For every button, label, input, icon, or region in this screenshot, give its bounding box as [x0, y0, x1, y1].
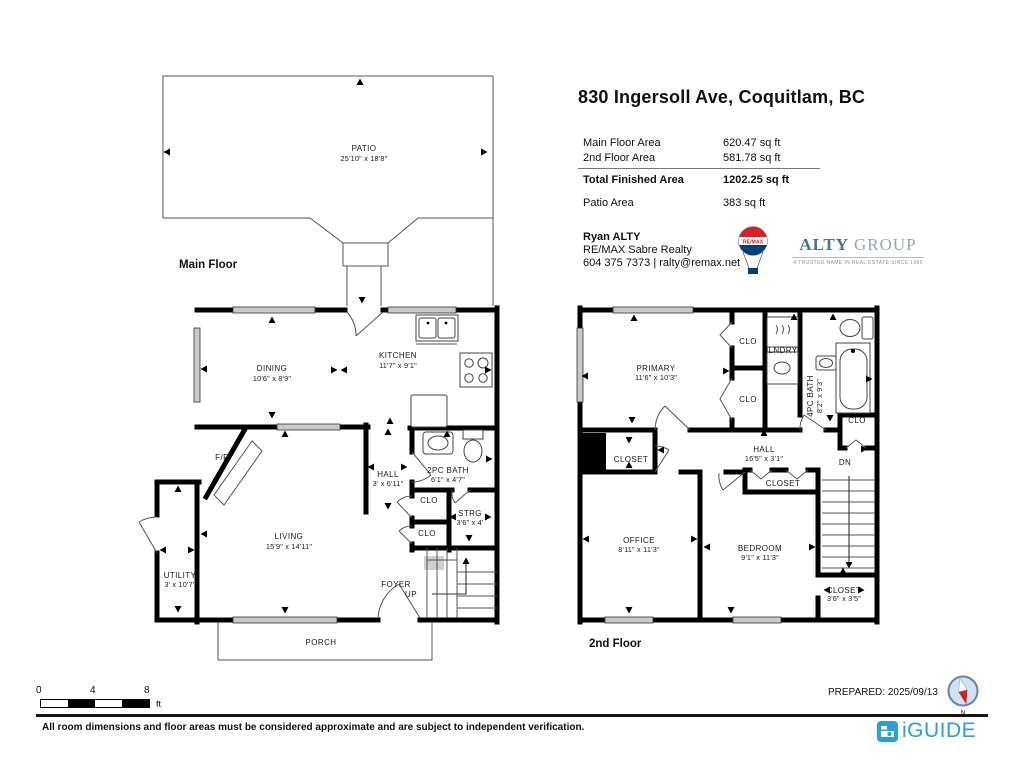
patio-area-row	[583, 197, 833, 209]
table-divider	[578, 168, 820, 169]
scale-unit: ft	[156, 699, 162, 709]
chimney-block	[582, 433, 606, 473]
stairs-up-label: UP	[405, 590, 417, 599]
room-dims: 3' x 10'7"	[164, 580, 196, 589]
stairs-down-label: DN	[838, 458, 852, 467]
room-label: 4PC BATH	[806, 375, 815, 417]
room-label: BEDROOM	[737, 544, 783, 553]
alty-word: ALTY	[799, 235, 850, 254]
window	[233, 617, 337, 623]
room-label: HALL	[377, 470, 399, 479]
room-label: OFFICE	[623, 536, 655, 545]
primary-door-swing	[655, 406, 690, 430]
toilet-icon	[463, 430, 483, 439]
room-dims: 11'7" x 9'1"	[379, 361, 417, 370]
alty-group-logo	[792, 235, 924, 266]
closet-label: CLO	[739, 337, 757, 346]
window	[388, 307, 456, 313]
room-dims: 6'1" x 4'7"	[430, 475, 466, 484]
iguide-wordmark: iGUIDE	[902, 719, 977, 742]
closet-label: CLOSET	[613, 455, 649, 464]
sink-basin-icon	[419, 318, 436, 338]
room-dims: 11'6" x 10'3"	[634, 373, 678, 382]
bedroom-door-swing	[719, 472, 745, 490]
closet-door-swing	[399, 526, 412, 544]
window	[577, 328, 583, 402]
room-label: PATIO	[351, 144, 377, 153]
room-dims: 16'5" x 3'1"	[744, 454, 784, 463]
closet-label: CLO	[418, 529, 436, 538]
agent-company: RE/MAX Sabre Realty	[583, 244, 692, 256]
remax-balloon-text: RE/MAX	[742, 239, 764, 246]
room-label: FOYER	[381, 580, 411, 589]
room-label: PORCH	[305, 638, 337, 647]
total-value: 1202.25 sq ft	[723, 174, 790, 186]
closet-label: CLO	[420, 496, 438, 505]
room-dims: 3'6" x 3'5"	[826, 594, 862, 603]
main-floor-label: Main Floor	[179, 259, 238, 271]
second-floor-label: 2nd Floor	[589, 638, 642, 650]
second-floor-plan	[577, 307, 877, 623]
closet-label: CLOSET	[826, 586, 862, 595]
window	[613, 307, 693, 313]
room-label: PRIMARY	[636, 364, 676, 373]
room-label: HALL	[753, 445, 775, 454]
room-label: STRG	[458, 509, 482, 518]
room-dims: 15'9" x 14'11"	[265, 542, 313, 551]
patio-label: Patio Area	[583, 197, 634, 209]
storage-door-swing	[452, 490, 470, 503]
remax-balloon-logo	[733, 224, 773, 278]
area-table	[583, 136, 833, 165]
sink-basin-icon	[438, 318, 455, 338]
area-label: Main Floor Area	[583, 137, 661, 149]
closet-door-swing	[397, 496, 412, 518]
laundry-label: LNDRY	[768, 346, 798, 355]
toilet-icon	[862, 317, 873, 339]
scale-tick-0: 0	[36, 685, 42, 696]
room-label: DINING	[256, 364, 288, 373]
patio-connectors	[347, 218, 493, 306]
room-dims: 9'1" x 11'3"	[741, 553, 779, 562]
main-floor-plan	[139, 76, 497, 660]
room-dims: 3' x 6'11"	[372, 479, 404, 488]
dimension-arrows	[160, 79, 493, 614]
fireplace-wall	[206, 429, 245, 497]
disclaimer-text: All room dimensions and floor areas must be considered approximate and are subject to independent verification.	[42, 722, 585, 733]
room-dims: 8'11" x 11'3"	[618, 545, 660, 554]
room-dims: 8'2" x 9'3"	[815, 378, 824, 414]
window	[605, 617, 653, 623]
window	[233, 307, 315, 313]
window	[733, 617, 781, 623]
iguide-icon	[876, 720, 899, 743]
scale-tick-8: 8	[144, 685, 150, 696]
room-dims: 10'6" x 8'9"	[252, 374, 292, 383]
patio-value: 383 sq ft	[723, 197, 766, 209]
room-dims: 25'10" x 18'8"	[340, 154, 388, 163]
scale-tick-4: 4	[90, 685, 96, 696]
room-label: KITCHEN	[379, 351, 417, 360]
area-row	[583, 136, 833, 151]
alty-tagline: A TRUSTED NAME IN REAL ESTATE SINCE 1985	[792, 257, 924, 266]
patio-door-swing	[347, 312, 383, 336]
closet-label: CLO	[848, 416, 866, 425]
patio-steps	[343, 243, 388, 266]
area-row	[583, 151, 833, 166]
fireplace-label: F/P	[215, 453, 229, 462]
scale-bar	[40, 699, 150, 708]
agent-contact[interactable]: 604 375 7373 | ralty@remax.net	[583, 257, 741, 269]
wall-opening	[277, 424, 340, 430]
agent-name: Ryan ALTY	[583, 231, 641, 243]
closet-label: CLOSET	[765, 479, 801, 488]
closet-label: CLO	[739, 395, 757, 404]
prepared-date: PREPARED: 2025/09/13	[828, 687, 938, 698]
utility-door-swing	[139, 517, 157, 553]
total-area-row	[583, 174, 833, 186]
iguide-logo[interactable]	[876, 719, 976, 743]
patio-outline	[163, 76, 493, 243]
page-title: 830 Ingersoll Ave, Coquitlam, BC	[578, 87, 866, 107]
room-dims: 3'6" x 4'	[456, 518, 484, 527]
room-label: LIVING	[274, 532, 304, 541]
agent-info	[583, 231, 740, 270]
room-label: UTILITY	[163, 571, 197, 580]
group-word: GROUP	[854, 235, 917, 254]
window	[194, 328, 200, 402]
room-label: 2PC BATH	[427, 466, 469, 475]
fridge-icon	[411, 395, 447, 427]
footer-divider	[36, 714, 988, 717]
total-label: Total Finished Area	[583, 174, 684, 186]
area-label: 2nd Floor Area	[583, 151, 656, 164]
area-value: 581.78 sq ft	[723, 151, 781, 164]
area-value: 620.47 sq ft	[723, 137, 781, 149]
compass-icon	[945, 673, 983, 719]
